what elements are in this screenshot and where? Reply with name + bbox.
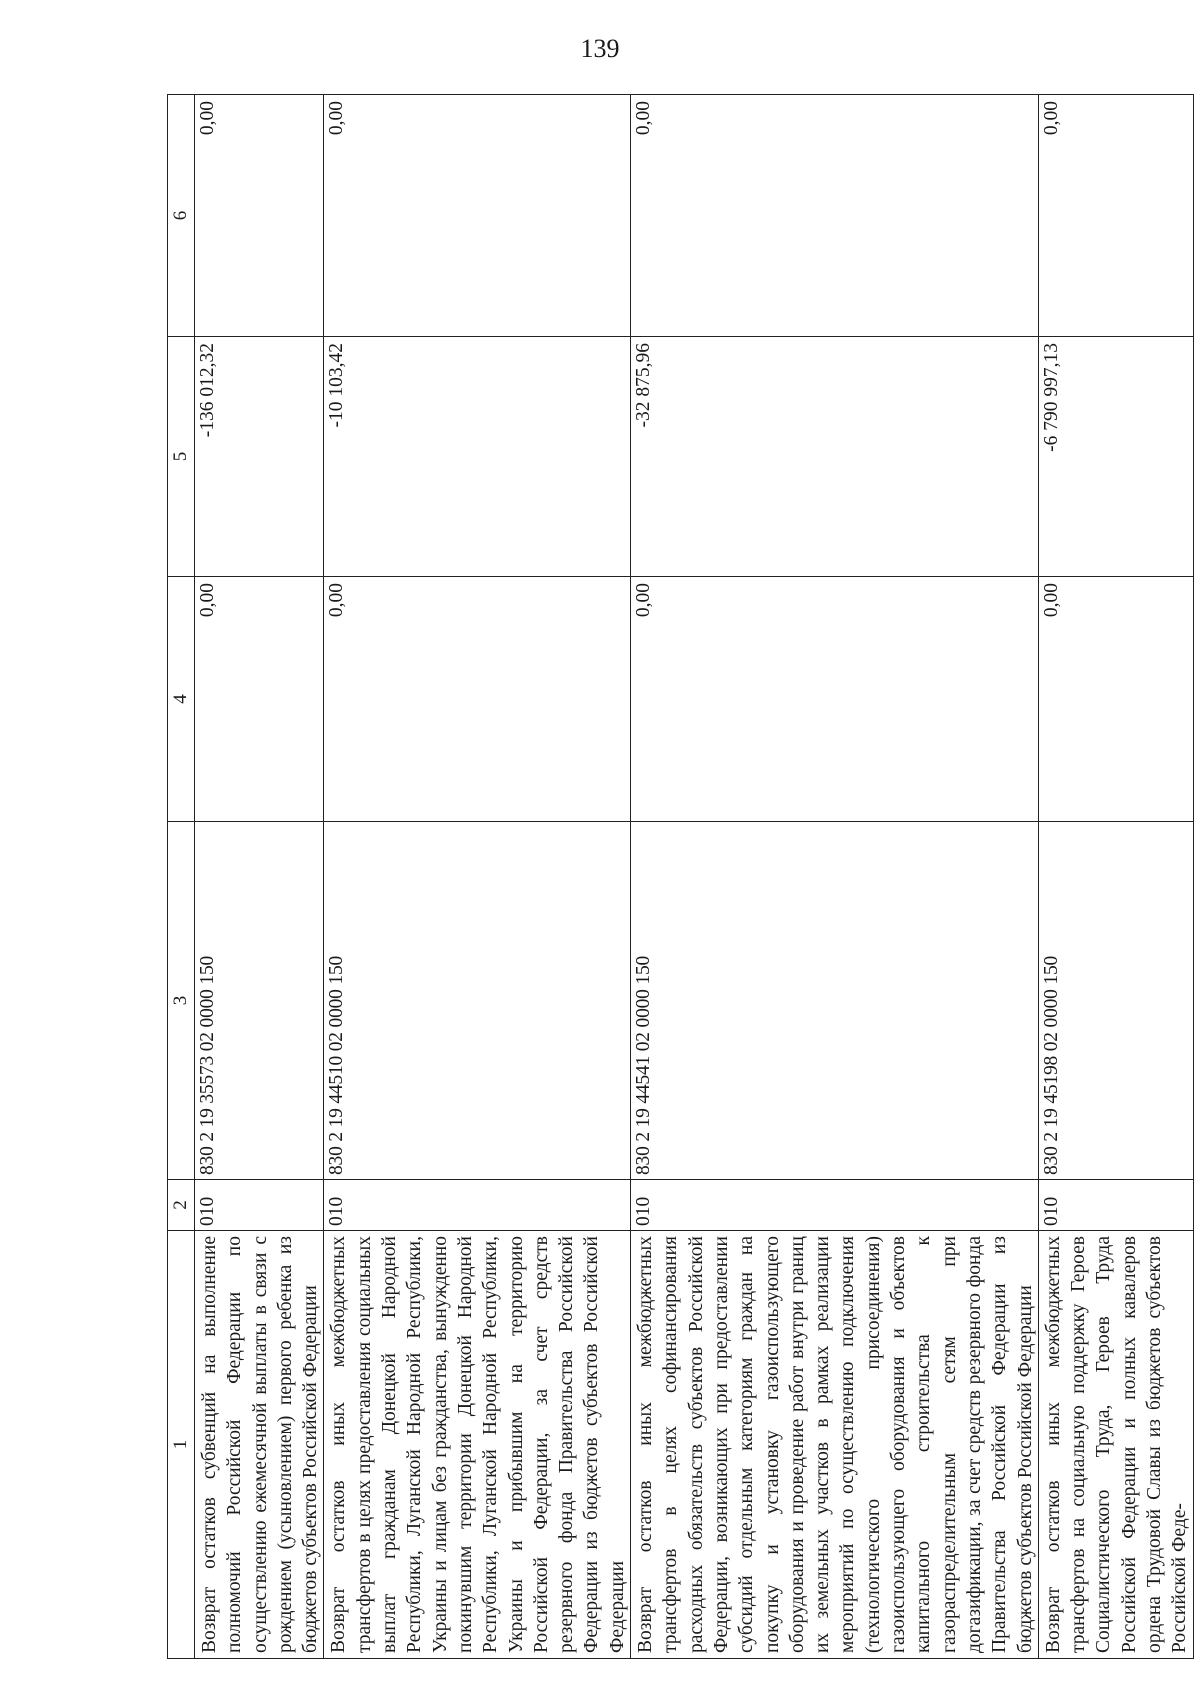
row-col4-value: 0,00	[1038, 577, 1193, 822]
table-row	[324, 95, 631, 1659]
column-header: 6	[168, 95, 195, 337]
row-col6-value: 0,00	[324, 95, 631, 337]
table-row	[1038, 95, 1193, 1659]
row-col5-value: -6 790 997,13	[1038, 337, 1193, 577]
row-kbk: 830 2 19 44510 02 0000 150	[324, 822, 631, 1180]
table-row	[195, 95, 324, 1659]
column-header: 4	[168, 577, 195, 822]
row-col6-value: 0,00	[1038, 95, 1193, 337]
row-kbk: 830 2 19 35573 02 0000 150	[195, 822, 324, 1180]
column-header: 2	[168, 1180, 195, 1231]
row-code: 010	[195, 1180, 324, 1231]
row-col5-value: -136 012,32	[195, 337, 324, 577]
row-description: Возврат остатков иных межбюджетных трансфертов в целях предоставления социальных выплат гражданам Донецкой Народной Республики, Луганской Народной Республики, Украины и лицам без гражданства, вынужденно покинувшим территории Донецкой Народной Республики, Луганской Народной Республики, Украины и прибывшим на территорию Российской Федерации, за счет средств резервного фонда Правительства Российской Федерации из бюджетов субъектов Российской Федерации	[324, 1231, 631, 1659]
column-header: 3	[168, 822, 195, 1180]
row-code: 010	[1038, 1180, 1193, 1231]
row-col6-value: 0,00	[631, 95, 1039, 337]
row-kbk: 830 2 19 45198 02 0000 150	[1038, 822, 1193, 1180]
row-col6-value: 0,00	[195, 95, 324, 337]
row-col5-value: -32 875,96	[631, 337, 1039, 577]
row-kbk: 830 2 19 44541 02 0000 150	[631, 822, 1039, 1180]
budget-table	[167, 94, 1194, 1659]
row-description: Возврат остатков иных межбюджетных трансфертов на социальную поддержку Героев Социалистического Труда, Героев Труда Российской Федерации и полных кавалеров ордена Трудовой Славы из бюджетов субъектов Российской Феде-	[1038, 1231, 1193, 1659]
row-col4-value: 0,00	[324, 577, 631, 822]
table-header-row	[168, 95, 195, 1659]
row-col4-value: 0,00	[631, 577, 1039, 822]
rotated-table-container	[167, 95, 1191, 1659]
column-header: 1	[168, 1231, 195, 1659]
row-description: Возврат остатков иных межбюджетных трансфертов в целях софинансирования расходных обязательств субъектов Российской Федерации, возникающих при предоставлении субсидий отдельным категориям граждан на покупку и установку газоиспользующего оборудования и проведение работ внутри границ их земельных участков в рамках реализации мероприятий по осуществлению подключения (технологического присоединения) газоиспользующего оборудования и объектов капитального строительства к газораспределительным сетям при догазификации, за счет средств резервного фонда Правительства Российской Федерации из бюджетов субъектов Российской Федерации	[631, 1231, 1039, 1659]
row-code: 010	[631, 1180, 1039, 1231]
row-col4-value: 0,00	[195, 577, 324, 822]
page-number: 139	[580, 34, 620, 63]
column-header: 5	[168, 337, 195, 577]
row-code: 010	[324, 1180, 631, 1231]
row-description: Возврат остатков субвенций на выполнение полномочий Российской Федерации по осуществлению ежемесячной выплаты в связи с рождением (усыновлением) первого ребенка из бюджетов субъектов Российской Федерации	[195, 1231, 324, 1659]
table-row	[631, 95, 1039, 1659]
row-col5-value: -10 103,42	[324, 337, 631, 577]
